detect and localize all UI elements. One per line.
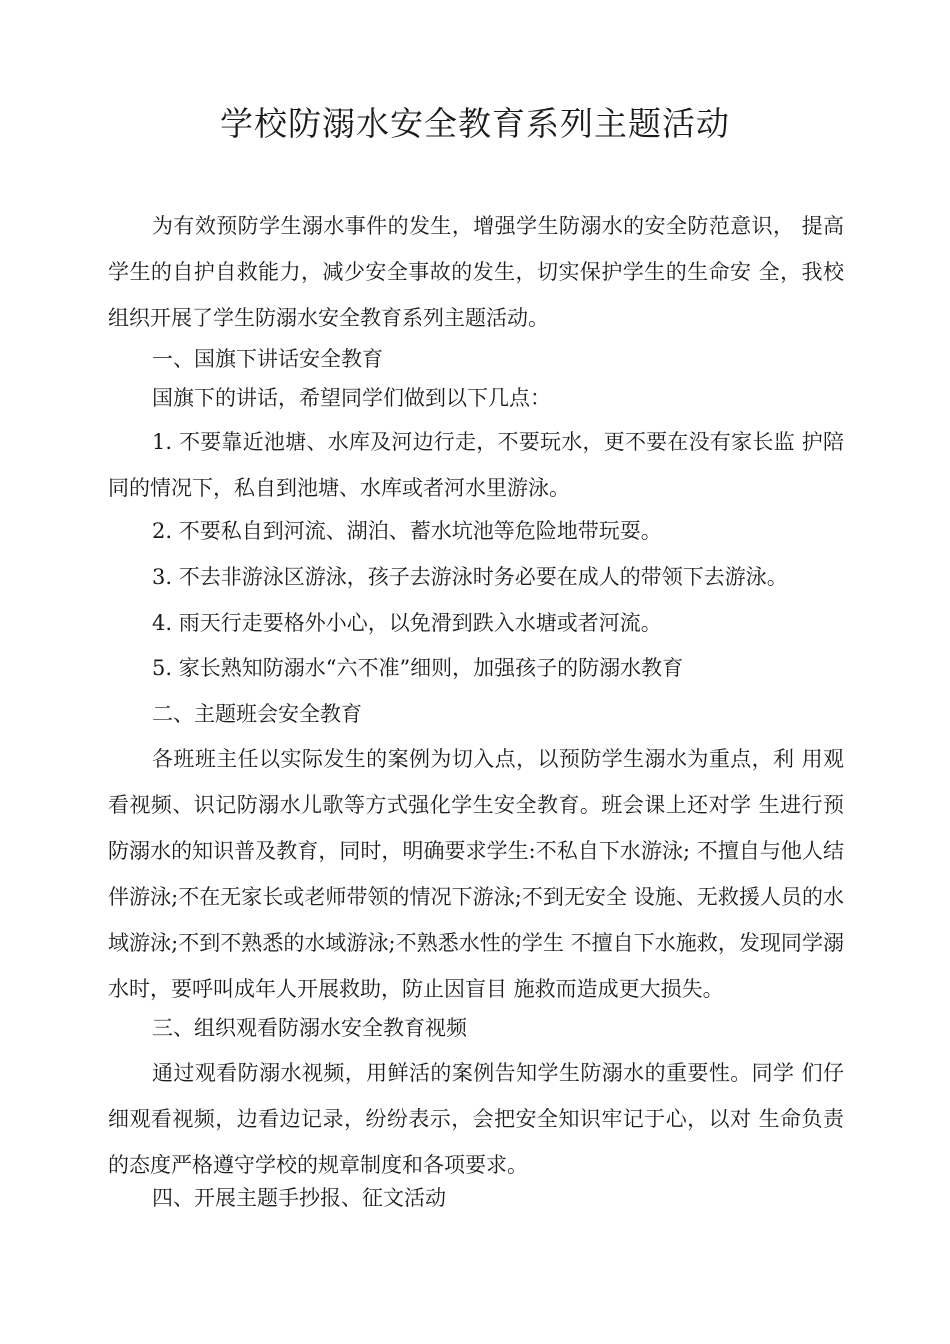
section-1-lead: 国旗下的讲话，希望同学们做到以下几点： [152, 386, 551, 410]
section-1-heading: 一、国旗下讲话安全教育 [152, 347, 383, 371]
document-title: 学校防溺水安全教育系列主题活动 [220, 104, 730, 143]
section-3-body: 通过观看防溺水视频，用鲜活的案例告知学生防溺水的重要性。同学 们仔细观看视频，边看边记录，纷纷表示，会把安全知识牢记于心，以对 生命负责的态度严格遵守学校的规章制度和各项要求。 [108, 1061, 844, 1177]
intro-paragraph: 为有效预防学生溺水事件的发生，增强学生防溺水的安全防范意识， 提高学生的自护自救能力，减少安全事故的发生，切实保护学生的生命安 全，我校组织开展了学生防溺水安全教育系列主题活动。 [108, 214, 844, 330]
section-2-heading: 二、主题班会安全教育 [152, 702, 362, 726]
section-1-item-5: 5. 家长熟知防溺水“六不准”细则，加强孩子的防溺水教育 [152, 656, 684, 680]
section-1-item-4: 4. 雨天行走要格外小心，以免滑到跌入水塘或者河流。 [152, 611, 662, 635]
section-3-heading: 三、组织观看防溺水安全教育视频 [152, 1016, 467, 1040]
section-1-item-3: 3. 不去非游泳区游泳，孩子去游泳时务必要在成人的带领下去游泳。 [152, 565, 788, 589]
section-1-item-2: 2. 不要私自到河流、湖泊、蓄水坑池等危险地带玩耍。 [152, 519, 662, 543]
section-1-item-1: 1. 不要靠近池塘、水库及河边行走，不要玩水，更不要在没有家长监 护陪同的情况下，私自到池塘、水库或者河水里游泳。 [108, 430, 844, 500]
section-2-body: 各班班主任以实际发生的案例为切入点，以预防学生溺水为重点，利 用观看视频、识记防溺水儿歌等方式强化学生安全教育。班会课上还对学 生进行预防溺水的知识普及教育，同时，明确要求学生:不私自下水游泳; 不擅自与他人结伴游泳;不在无家长或老师带领的情况下游泳;不到无安全 设施、无救援人员的水域游泳;不到不熟悉的水域游泳;不熟悉水性的学生 不擅自下水施救，发现同学溺水时，要呼叫成年人开展救助，防止因盲目 施救而造成更大损失。 [108, 747, 844, 1001]
section-4-heading: 四、开展主题手抄报、征文活动 [152, 1186, 446, 1210]
